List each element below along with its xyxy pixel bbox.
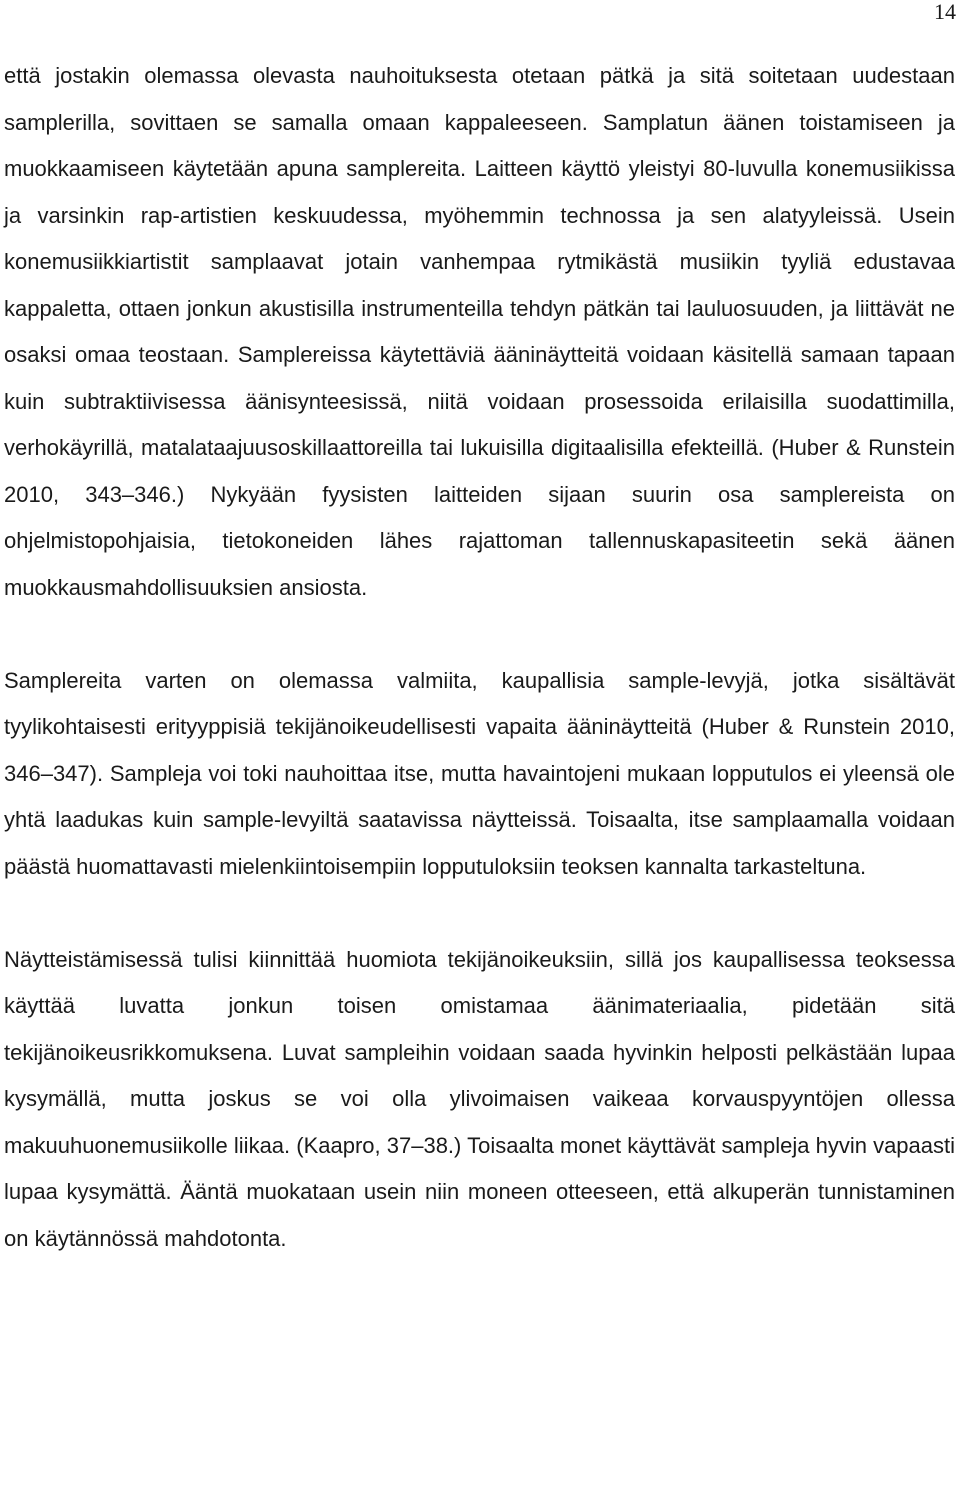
paragraph-sampling-intro: että jostakin olemassa olevasta nauhoituksesta otetaan pätkä ja sitä soitetaan uudestaan samplerilla, sovittaen se samalla omaan kappaleeseen. Samplatun äänen toistamiseen ja muokkaamiseen käytetään apuna samplereita. Laitteen käyttö yleistyi 80-luvulla konemusiikissa ja varsinkin rap-artistien keskuudessa, myöhemmin technossa ja sen alatyyleissä. Usein konemusiikkiartistit samplaavat jotain vanhempaa rytmikästä musiikin tyyliä edustavaa kappaletta, ottaen jonkun akustisilla instrumenteilla tehdyn pätkän tai lauluosuuden, ja liittävät ne osaksi omaa teostaan. Samplereissa käytettäviä ääninäytteitä voidaan käsitellä samaan tapaan kuin subtraktiivisessa äänisynteesissä, niitä voidaan prosessoida erilaisilla suodattimilla, verhokäyrillä, matalataajuusoskillaattoreilla tai lukuisilla digitaalisilla efekteillä. (Huber & Runstein 2010, 343–346.) Nykyään fyysisten laitteiden sijaan suurin osa samplereista on ohjelmistopohjaisia, tietokoneiden lähes rajattoman tallennuskapasiteetin sekä äänen muokkausmahdollisuuksien ansiosta.: [4, 63, 955, 600]
document-body: [4, 53, 955, 1262]
paragraph-sample-libraries: Samplereita varten on olemassa valmiita, kaupallisia sample-levyjä, jotka sisältävät tyylikohtaisesti erityyppisiä tekijänoikeudellisesti vapaita ääninäytteitä (Huber & Runstein 2010, 346–347). Sampleja voi toki nauhoittaa itse, mutta havaintojeni mukaan lopputulos ei yleensä ole yhtä laadukas kuin sample-levyiltä saatavissa näytteissä. Toisaalta, itse samplaamalla voidaan päästä huomattavasti mielenkiintoisempiin lopputuloksiin teoksen kannalta tarkasteltuna.: [4, 667, 955, 879]
page-number: 14: [934, 0, 956, 24]
paragraph-copyright: Näytteistämisessä tulisi kiinnittää huomiota tekijänoikeuksiin, sillä jos kaupallisessa teoksessa käyttää luvatta jonkun toisen omistamaa äänimateriaalia, pidetään sitä tekijänoikeusrikkomuksena. Luvat sampleihin voidaan saada hyvinkin helposti pelkästään lupaa kysymällä, mutta joskus se voi olla ylivoimaisen vaikeaa korvauspyyntöjen ollessa makuuhuonemusiikolle liikaa. (Kaapro, 37–38.) Toisaalta monet käyttävät sampleja hyvin vapaasti lupaa kysymättä. Ääntä muokataan usein niin moneen otteeseen, että alkuperän tunnistaminen on käytännössä mahdotonta.: [4, 946, 956, 1251]
